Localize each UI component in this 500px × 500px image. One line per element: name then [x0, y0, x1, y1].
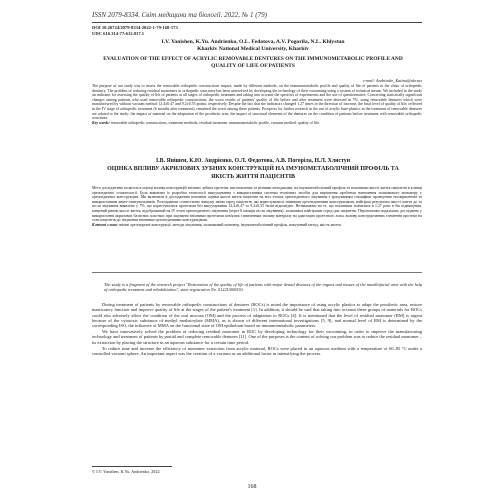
authors-en: I.V. Yanishen, K.Yu. Andrienko, O.L. Fedotova, A.V. Pogorila, N.L. Khlystun — [161, 39, 345, 45]
keywords-ua-text: знімні ортопедичні конструкції, методи лікування, залишковий мономер, імунометаболічний профіль, вакуумний метод, якість життя. — [118, 223, 342, 228]
keywords-ua-label: Ключові слова: — [92, 223, 118, 228]
keywords-ua — [92, 223, 422, 228]
udc: UDC 616.314-77:612.017.1 — [92, 31, 145, 36]
keywords-en-label: Key words: — [92, 121, 110, 126]
body-paragraph: We have innovatively solved the problem of reducing residual monomer in ROC by developing technology for their vacuuming, in order to improve the manufacturing technology and treatment of patients by partial and complete removable dentures [11]. One of the purposes is the content of solving our problem was to reduce the residual monomer – its extraction by placing the structure in an aqueous substance for a certain time period. — [92, 329, 422, 345]
abstract-ua — [92, 186, 422, 228]
footer-rule — [92, 466, 172, 467]
article-title-ua: ОЦІНКА ВПЛИВУ АКРИЛОВИХ ЗУБНИХ КОНСТРУКЦІЙ НА ІМУНОМЕТАБОЛІЧНИЙ ПРОФІЛЬ ТА ЯКІСТЬ ЖИТТЯ ПАЦІЄНТІВ — [107, 166, 399, 180]
doi: DOI 10.26724/2079-8334-2022-1-79-168-173 — [92, 25, 178, 30]
header-rule — [92, 22, 422, 23]
funding-rule — [92, 272, 422, 273]
abstract-en-text: The purpose of our study was to assess the removable orthopedic constructions impact, made by different methods, on the immunometabolic profile and quality of life of patients in the clinic of orthopedic dentistry. The problem of reducing residual monomers in orthopedic structures has been unresolved by developing the technology of their vacuuming using a system of technical means. We included in the study an indicator for assessing the quality of life of patients at all stages of orthopedic treatment and taking into account the specifics of experiments and the use of questionnaires. Concerning statistically significant changes among patients who used removable orthopedic constructions, the worst results of patients' quality of life before and after treatment were detected in 7%, using removable dentures which were manufactured by without vacuum method 12.4±0.47 and 9.2±0.55 points, respectively. Despite the fact that the indicators changed 1.27 times in the direction of increase, the final level of quality of life, reflected in the IV stage of orthopedic treatment (6 months after treatment), remained the worst among these patients. Prospects for further research in the use of acrylic base plastics in the treatment of removable dentures are related to the study: the impact of material on the adaptation of the prosthetic area, the impact of structural elements of the dentures on the condition of patients before treatment with removable orthopedic structures. — [92, 84, 422, 121]
abstract-en — [92, 84, 422, 126]
body-text — [92, 302, 422, 357]
contact-email: e-mail: Andrienko_Katina@ukr.net — [362, 78, 422, 83]
abstract-ua-text: Мета дослідження полягала в оцінці впливу конструкцій знімних зубних протезів, виготовлених за різними методиками, на імунометаболічний профіль та показники якості життя пацієнтів в клініці ортопедичної стоматології. Була виконана їх розробка технології вакуумування з використанням системи технічних засобів для вирішення проблеми зменшення залишкового мономеру у ортопедичних конструкціях. Ми включили в дослідження показник оцінки якості життя пацієнтів на всіх етапах ортопедичного лікування з урахуванням специфіки проведення експериментів та використанням анкет-опитувальників. Розглядаючи статистично значущі зміни серед пацієнтів, які користувалися знімними ортопедичними конструкціями, найгірші результати якості життя до та після лікування виявлено у 7%, що користувалися протезами без вакуумування 12,4±0,47 та 9,2±0,55 балів відповідно. Незважаючи на те, що показники змінилися в 1,27 рази в бік підвищення, кінцевий рівень якості життя, відображений на IV етапі ортопедичного лікування (через 6 місяців після лікування), залишився найгіршим серед цих пацієнтів. Перспективи подальших досліджень у використанні акрилових базисних пластмас при лікуванні знімними протезами пов'язані з вивченням: впливу матеріалу на адаптацію протезного ложа, впливу конструктивних елементів протезів на стан пацієнтів до лікування знімними ортопедичними конструкціями. — [92, 186, 422, 223]
page-number: 168 — [247, 484, 257, 490]
keywords-en-text: removable orthopedic constructions, treatment methods, residual monomer, immunometabolic profile, vacuum method, quality of life. — [110, 121, 320, 126]
funding-note: The study is a fragment of the research project "Restoration of the quality of life of patients with major dental diseases of the organs and tissues of the maxillofacial area with the help of orthopedic treatment and rehabilitation", state registration No. 0122U000530. — [104, 282, 422, 292]
keywords-en — [92, 121, 422, 126]
running-header: ISSN 2079-8334. Світ медицини та біології. 2022, № 1 (79) — [92, 11, 267, 19]
affiliation: Kharkiv National Medical University, Kharkiv — [197, 46, 309, 52]
article-title-en: EVALUATION OF THE EFFECT OF ACRYLIC REMOVABLE DENTURES ON THE IMMUNOMETABOLIC PROFILE AND QUALITY OF LIFE OF PATIENTS — [103, 56, 403, 69]
body-paragraph: To reduce time and increase the efficiency of monomer extraction from acrylic material, ROCs were placed in an aqueous medium with a temperature of 60–85 °C under a controlled vacuum sphere. An important aspect was the creation of a vacuum as an additional factor in intensifying the process. — [92, 345, 422, 356]
authors-ua: І.В. Янішен, К.Ю. Андрієнко, О.Л. Федотова, А.В. Погоріла, Н.Л. Хлистун — [155, 158, 351, 164]
copyright: © I.V. Yanishen, K.Yu. Andrienko, 2022 — [92, 469, 160, 474]
body-paragraph: During treatment of patients by removable orthopedic constructions of dentures (ROCs) is noted the importance of using acrylic plastics to adapt the prosthetic area, restore masticatory function and improve quality of life at the stages of the patient's treatment [1]. In addition, it should be said that taking into account these groups of materials for ROCs could also adversely affect the condition of the oral mucosa (OM) and the process of adaptation to ROCs [4]. It is mentioned that the level of residual monomer (RM) is urgent because of the cytotoxic substance of methyl methacrylate (MMA), as is shown of different international investigations [5, 9]; and normal level of RM is determined by the corresponding ISO, the influence of MMA on the functional state of OM epithelium based on immunometabolic parameters. — [92, 302, 422, 329]
